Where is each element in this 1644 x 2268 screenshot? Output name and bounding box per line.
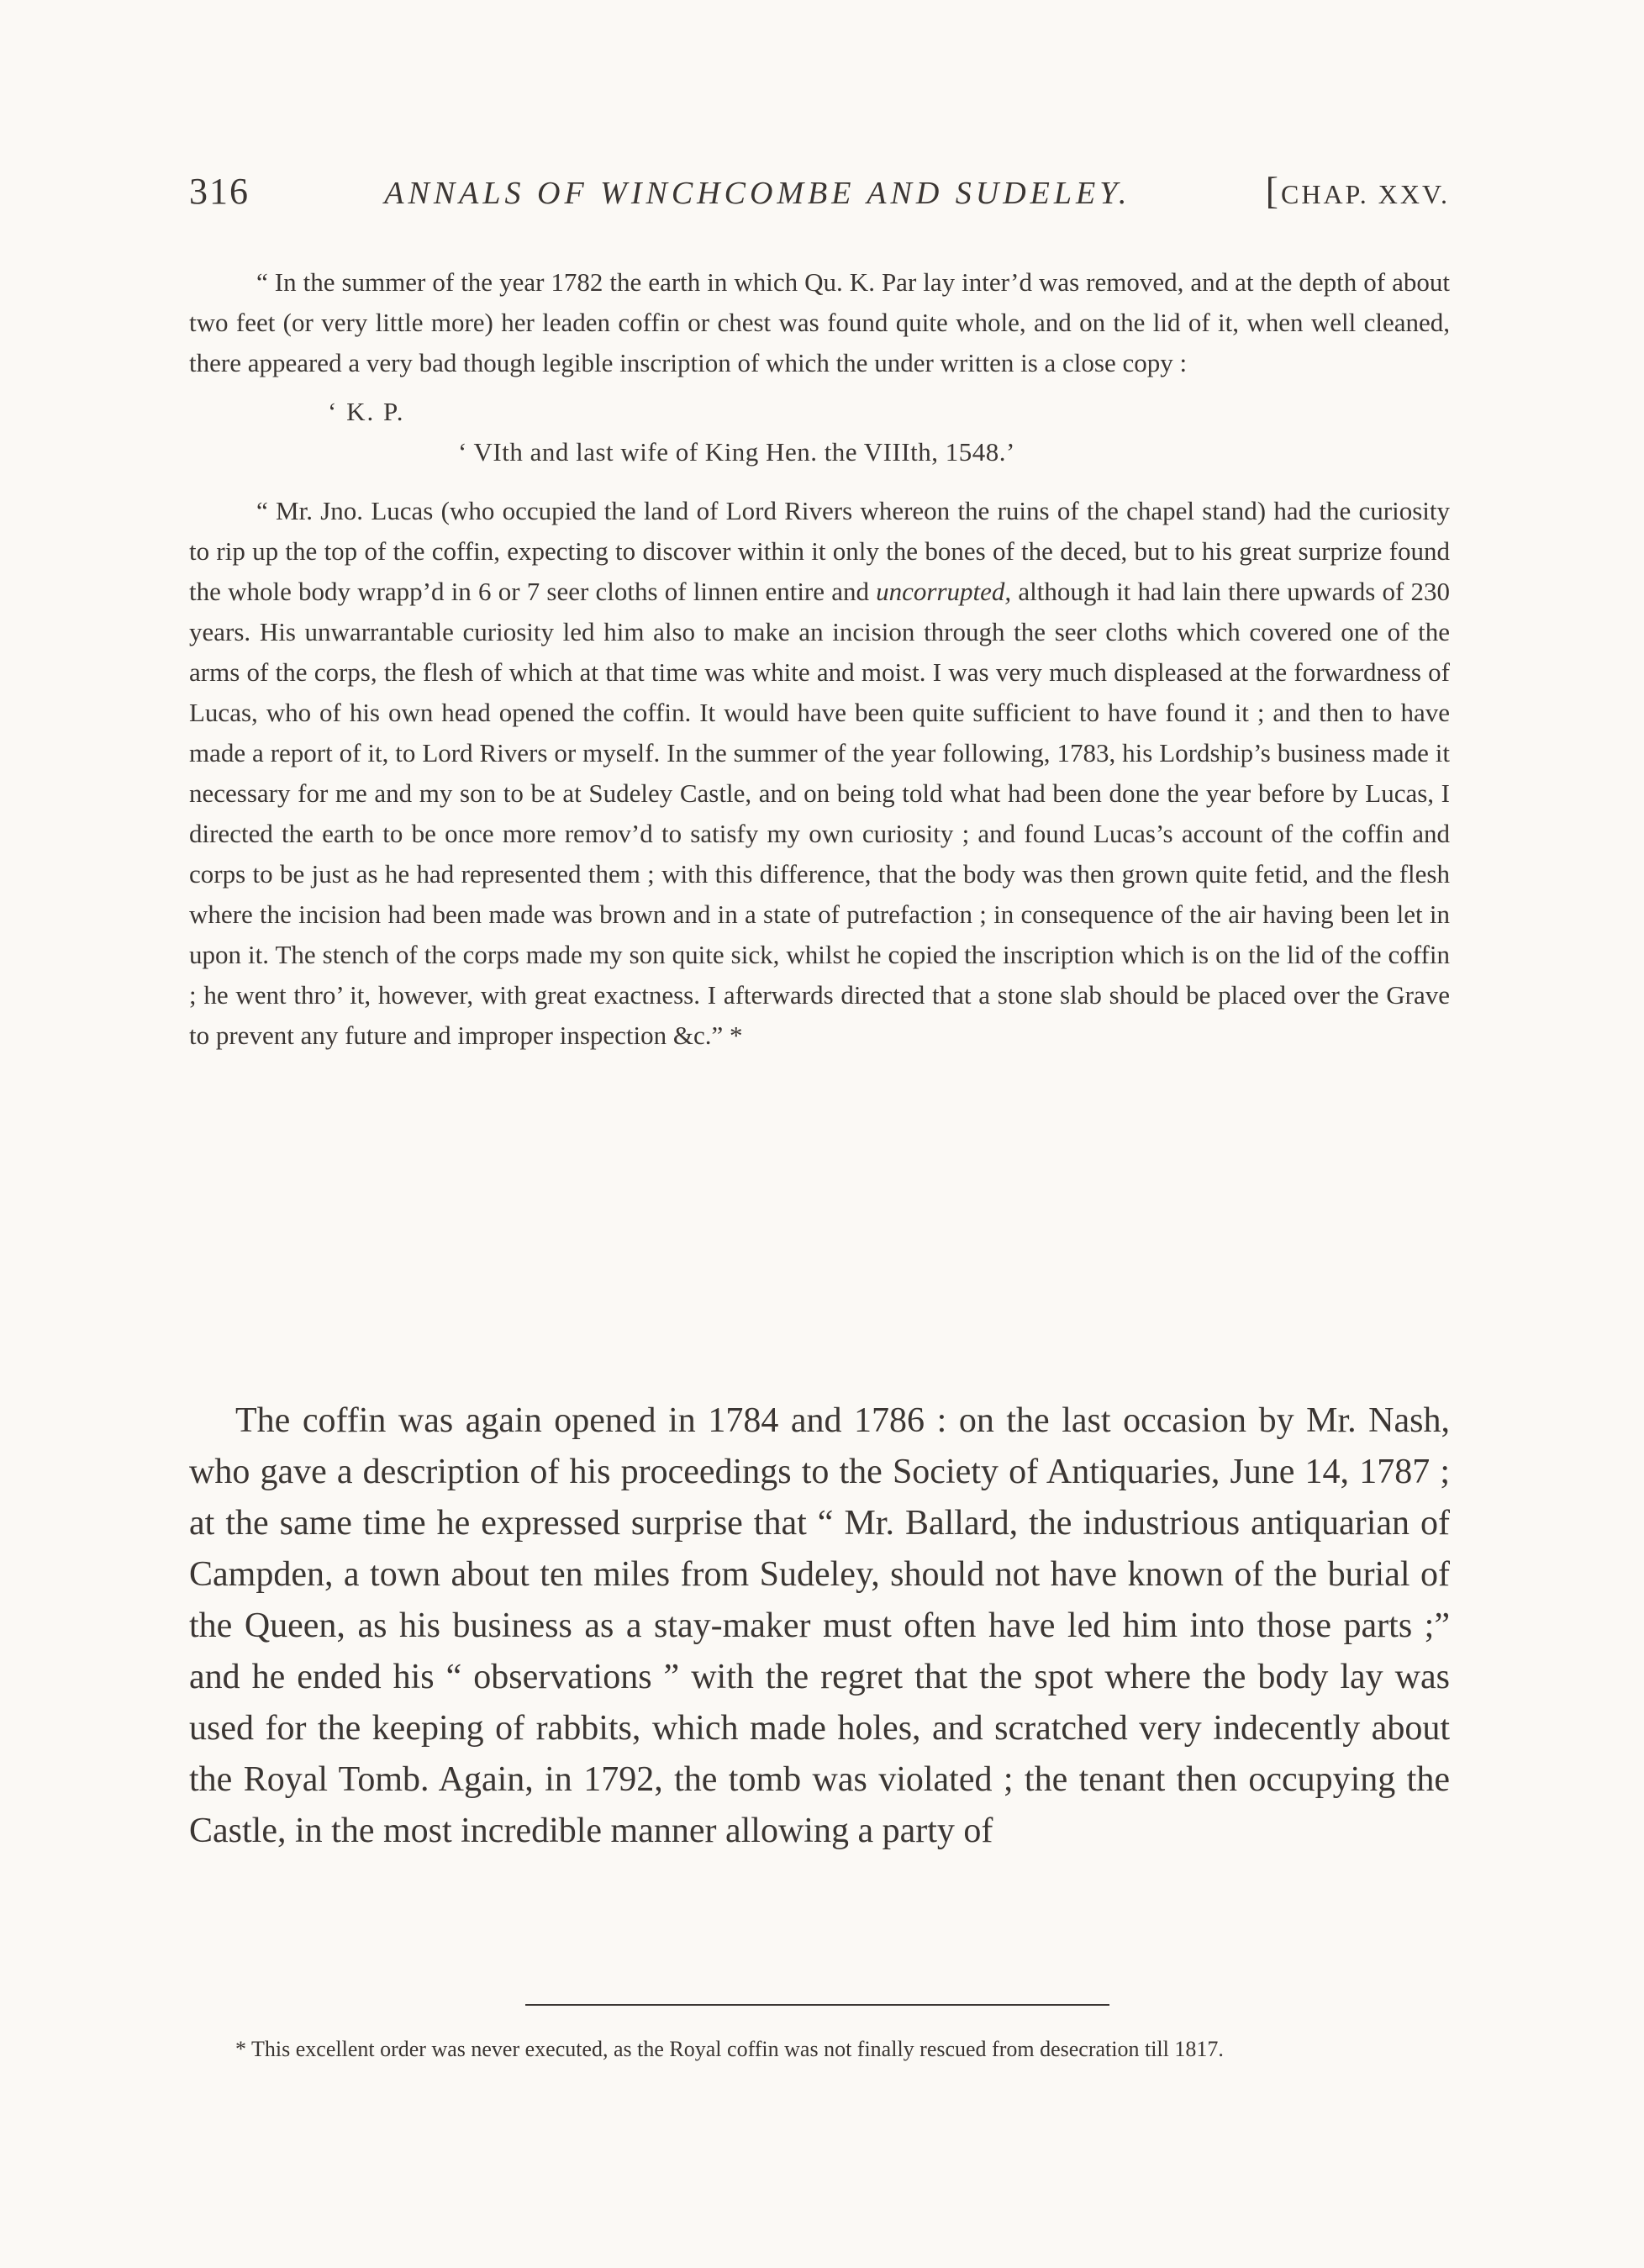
- page-header: [189, 168, 1450, 219]
- body-paragraph: The coffin was again opened in 1784 and 1786 : on the last occasion by Mr. Nash, who gave a description of his proceedings to the Society of Antiquaries, June 14, 1787 ; at the same time he expressed surprise that “ Mr. Ballard, the industrious antiquarian of Campden, a town about ten miles from Sudeley, should not have known of the burial of the Queen, as his business as a stay-maker must often have led him into those parts ;” and he ended his “ observations ” with the regret that the spot where the body lay was used for the keeping of rabbits, which made holes, and scratched very indecently about the Royal Tomb. Again, in 1792, the tomb was violated ; the tenant then occupying the Castle, in the most incredible manner allowing a party of: [189, 1401, 1450, 1850]
- main-text: [189, 1395, 1450, 1857]
- coffin-inscription: [189, 392, 1450, 472]
- chapter-bracket: [: [1265, 169, 1281, 212]
- quote-emphasis: uncorrupted,: [876, 577, 1012, 606]
- quote-paragraph-2-part-1: “ Mr. Jno. Lucas (who occupied the land of Lord Rivers whereon the ruins of the chapel stand) had the curiosity to rip up the top of the coffin, expecting to discover within it only the bones of the deced, but to his great surprize found the whole body wrapp’d in 6 or 7 seer cloths of linnen entire and: [189, 496, 1450, 606]
- chapter-label: [1266, 168, 1450, 213]
- chapter-text: CHAP. XXV.: [1280, 179, 1450, 209]
- footnote: [189, 2033, 1450, 2066]
- footnote-divider: [525, 2004, 1109, 2006]
- quote-paragraph-2: [189, 491, 1450, 1056]
- inscription-line-1: ‘ K. P.: [328, 397, 405, 426]
- quote-paragraph-2-part-2: although it had lain there upwards of 230 years. His unwarrantable curiosity led him also to make an incision through the seer cloths which covered one of the arms of the corps, the flesh of which at that time was white and moist. I was very much displeased at the forwardness of Lucas, who of his own head opened the coffin. It would have been quite sufficient to have found it ; and then to have made a report of it, to Lord Rivers or myself. In the summer of the year following, 1783, his Lordship’s business made it necessary for me and my son to be at Sudeley Castle, and on being told what had been done the year before by Lucas, I directed the earth to be once more remov’d to satisfy my own curiosity ; and found Lucas’s account of the coffin and corps to be just as he had represented them ; with this difference, that the body was then grown quite fetid, and the flesh where the incision had been made was brown and in a state of putrefaction ; in consequence of the air having been let in upon it. The stench of the corps made my son quite sick, whilst he copied the inscription which is on the lid of the coffin ; he went thro’ it, however, with great exactness. I afterwards directed that a stone slab should be placed over the Grave to prevent any future and improper inspection &c.” *: [189, 577, 1451, 1050]
- page-number: 316: [189, 171, 250, 212]
- inscription-line-2: ‘ VIth and last wife of King Hen. the VIIIth, 1548.’: [458, 437, 1015, 467]
- footnote-text: * This excellent order was never executed, as the Royal coffin was not finally rescued from desecration till 1817.: [235, 2037, 1224, 2061]
- quoted-passage: [189, 262, 1450, 1056]
- running-title: ANNALS OF WINCHCOMBE AND SUDELEY.: [384, 176, 1131, 211]
- quote-paragraph-1: “ In the summer of the year 1782 the earth in which Qu. K. Par lay inter’d was removed, and at the depth of about two feet (or very little more) her leaden coffin or chest was found quite whole, and on the lid of it, when well cleaned, there appeared a very bad though legible inscription of which the under written is a close copy :: [189, 267, 1450, 377]
